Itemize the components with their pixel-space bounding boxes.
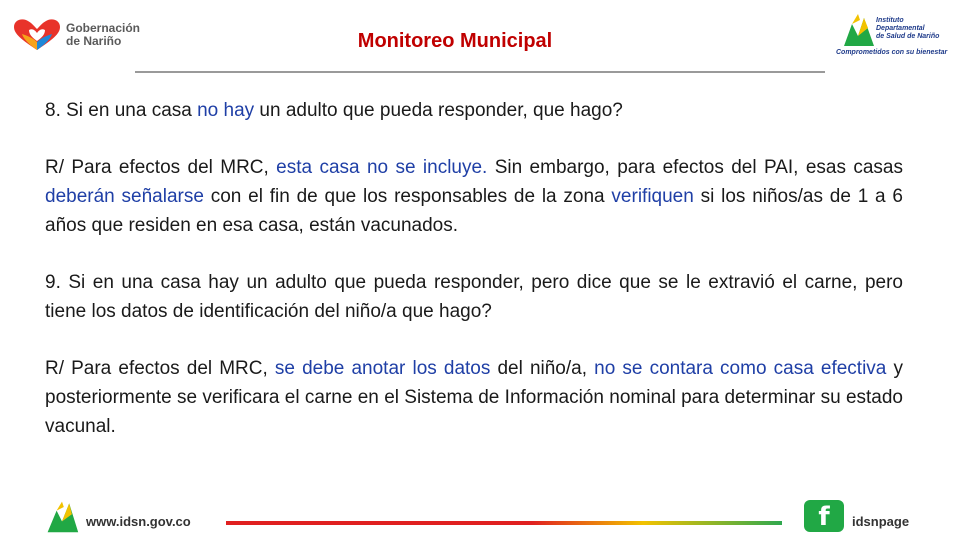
question-9: 9. Si en una casa hay un adulto que pueda responder, pero dice que se le extravió el carne, pero tiene los datos de identificación del niño/a que hago? [45, 272, 903, 322]
website-link[interactable]: www.idsn.gov.co [86, 514, 191, 529]
facebook-page-label[interactable]: idsnpage [852, 514, 910, 529]
logo-right-line-2: Departamental [876, 25, 925, 32]
header-divider [135, 71, 825, 73]
logo-right-line-3: de Salud de Nariño [876, 33, 940, 40]
logo-line-2: de Nariño [66, 34, 122, 48]
question-8-text: 8. Si en una casa no hay un adulto que pueda responder, que hago? [45, 100, 623, 121]
answer-8: R/ Para efectos del MRC, esta casa no se incluye. Sin embargo, para efectos del PAI, esas casas deberán señalarse con el fin de que los responsables de la zona verifiquen si los niños/as de 1 a 6 años que residen en esa casa, están vacunados. [45, 157, 903, 236]
question-8 [45, 96, 903, 125]
footer-color-bar [226, 521, 782, 525]
idsn-logo [836, 8, 952, 56]
answer-9: R/ Para efectos del MRC, se debe anotar los datos del niño/a, no se contara como casa efectiva y posteriormente se verificara el carne en el Sistema de Información nominal para determinar su estado vacunal. [45, 358, 903, 437]
idsn-logo-icon [838, 10, 878, 50]
idsn-footer-logo-icon [44, 498, 80, 534]
page-title: Monitoreo Municipal [357, 30, 553, 52]
logo-tagline: Comprometidos con su bienestar [836, 49, 948, 56]
qa-content [45, 96, 903, 441]
facebook-icon[interactable] [804, 500, 844, 532]
facebook-glyph: f [818, 502, 830, 532]
logo-right-line-1: Instituto [876, 17, 904, 24]
logo-line-1: Gobernación [66, 21, 141, 35]
